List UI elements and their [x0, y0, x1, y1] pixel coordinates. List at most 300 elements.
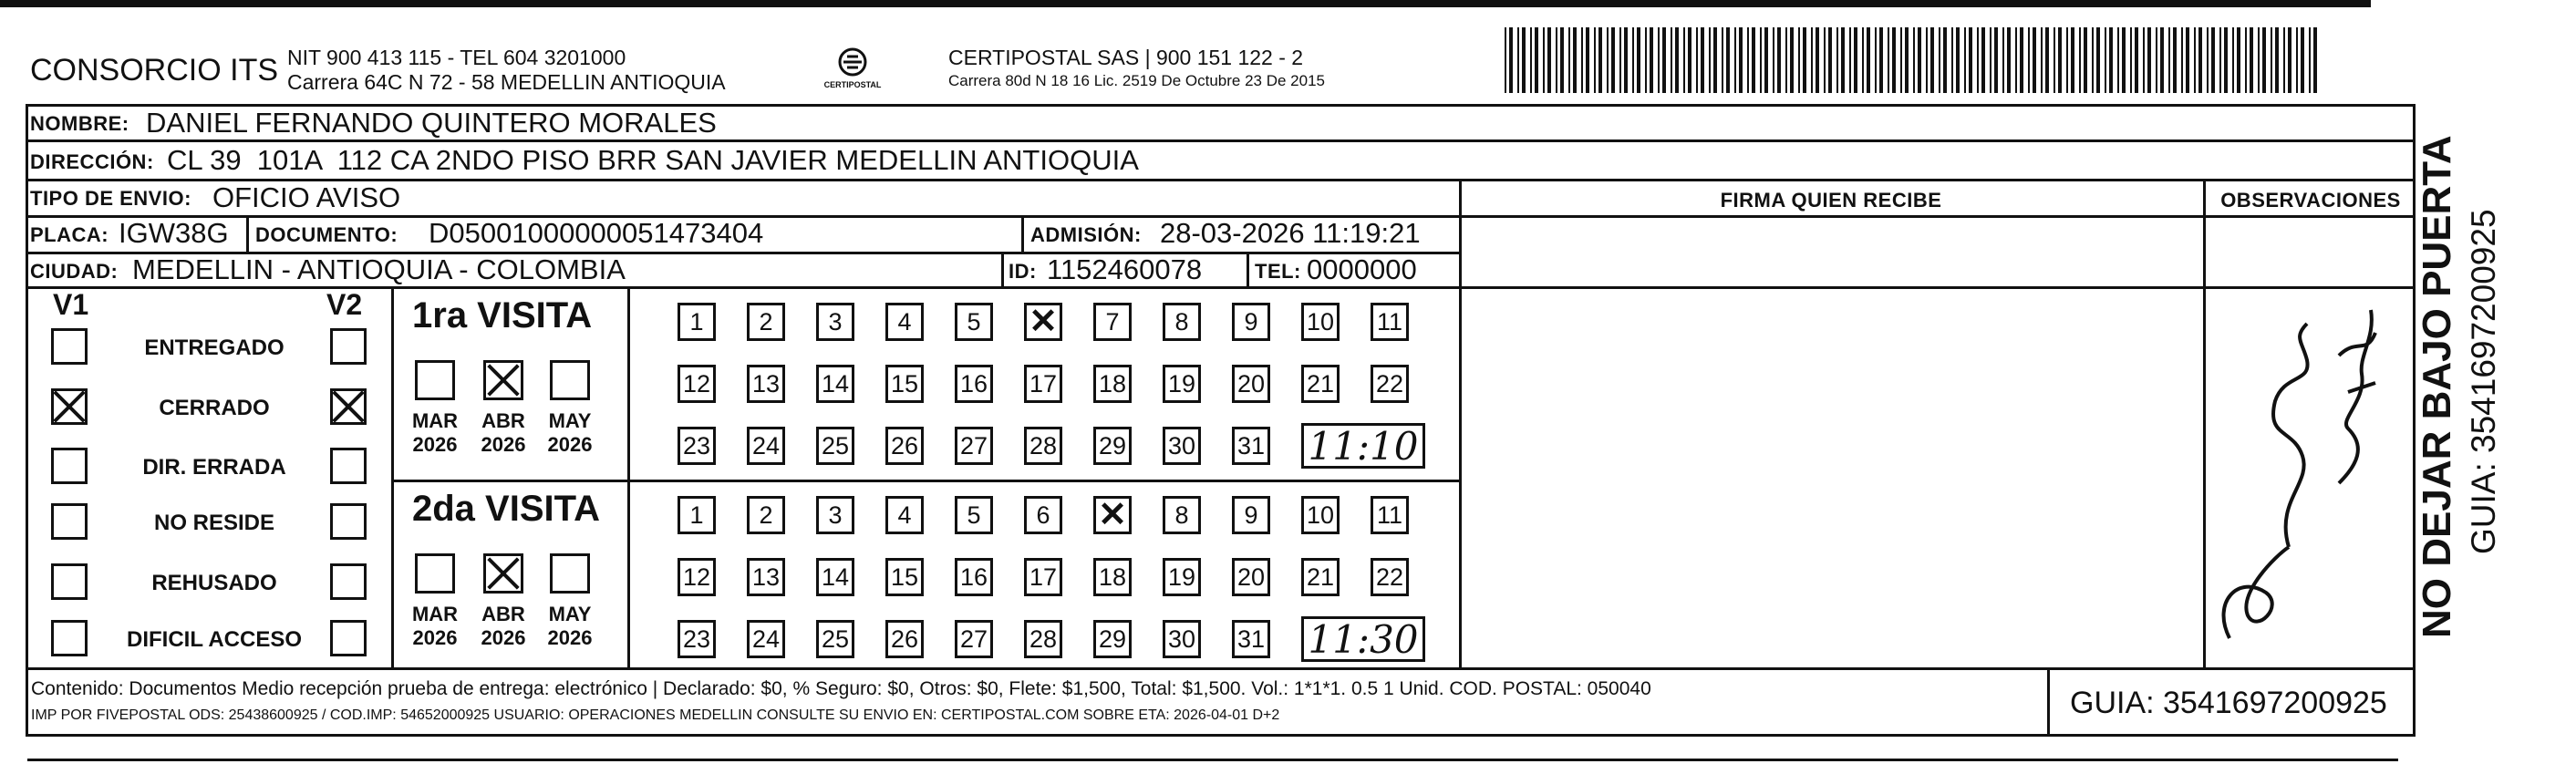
day-box[interactable] [1301, 558, 1340, 596]
barcode-bar [1522, 27, 1526, 93]
day-box[interactable] [885, 427, 924, 465]
day-box[interactable] [955, 558, 993, 596]
plate: IGW38G [119, 217, 229, 249]
barcode-bar [1969, 27, 1972, 93]
day-number: 24 [751, 432, 781, 459]
day-number: 27 [959, 625, 988, 653]
day-number: 14 [821, 563, 850, 591]
day-number: 7 [1105, 308, 1120, 336]
day-number: 23 [682, 432, 711, 459]
barcode-bar [2168, 27, 2170, 93]
barcode-bar [1747, 27, 1749, 93]
status-v2-checkbox[interactable] [330, 448, 367, 484]
day-box[interactable] [1301, 303, 1340, 341]
barcode-bar [2288, 27, 2292, 93]
day-number: 3 [828, 308, 843, 336]
day-number: 19 [1167, 370, 1196, 397]
company-address: Carrera 64C N 72 - 58 MEDELLIN ANTIOQUIA [287, 70, 726, 94]
barcode-bar [1752, 27, 1755, 93]
barcode-bar [1535, 27, 1538, 93]
day-number: 11 [1376, 501, 1403, 529]
day-number: 13 [751, 563, 781, 591]
day-number: 22 [1375, 563, 1404, 591]
day-number: 16 [959, 563, 988, 591]
day-box[interactable] [678, 427, 716, 465]
day-number: 9 [1244, 501, 1258, 529]
day-box[interactable] [816, 427, 854, 465]
plate-label: PLACA: [30, 223, 109, 246]
barcode-bar [1994, 27, 1998, 93]
v1-label: V1 [53, 288, 89, 321]
barcode-bar [1964, 27, 1966, 93]
col-line [1247, 252, 1249, 286]
recipient-name: DANIEL FERNANDO QUINTERO MORALES [146, 107, 717, 139]
barcode-bar [1586, 27, 1589, 93]
day-box[interactable] [678, 558, 716, 596]
day-box[interactable] [816, 558, 854, 596]
name-label: NOMBRE: [30, 112, 129, 135]
company-name: CONSORCIO ITS [30, 53, 279, 88]
barcode-bar [1816, 27, 1819, 93]
day-number: 1 [689, 501, 704, 529]
barcode-bar [2160, 27, 2164, 93]
day-box[interactable] [1024, 365, 1062, 403]
barcode-bar [2219, 27, 2221, 93]
day-number: 23 [682, 625, 711, 653]
barcode-bar [2283, 27, 2285, 93]
row-line [26, 286, 2416, 289]
barcode-bar [2250, 27, 2253, 93]
barcode-bar [1867, 27, 1870, 93]
barcode-bar [1530, 27, 1532, 93]
day-box[interactable] [1093, 620, 1132, 658]
barcode-bar [2301, 27, 2304, 93]
month-name: ABR [481, 603, 525, 625]
barcode-bar [1619, 27, 1621, 93]
barcode-bar [1594, 27, 1596, 93]
status-v1-checkbox[interactable] [51, 620, 88, 656]
col-line [2047, 667, 2050, 737]
barcode-bar [2045, 27, 2049, 93]
barcode-bar [1798, 27, 1800, 93]
day-number: 14 [821, 370, 850, 397]
status-v2-checkbox[interactable] [330, 503, 367, 540]
tel-label: TEL: [1255, 260, 1301, 283]
barcode-bar [1773, 27, 1774, 93]
month-year: 2026 [412, 433, 458, 456]
day-box[interactable] [885, 558, 924, 596]
day-box[interactable] [1024, 427, 1062, 465]
day-number: 20 [1236, 563, 1266, 591]
barcode-bar [1939, 27, 1940, 93]
day-number: 29 [1098, 625, 1127, 653]
barcode-bar [1892, 27, 1896, 93]
day-box[interactable] [955, 303, 993, 341]
barcode-bar [2079, 27, 2081, 93]
barcode-bar [1764, 27, 1768, 93]
barcode-bar [1790, 27, 1794, 93]
barcode [1505, 27, 2325, 93]
day-number: 17 [1029, 370, 1058, 397]
status-v2-checkbox[interactable] [330, 388, 367, 425]
barcode-bar [2313, 27, 2317, 93]
barcode-bar [1879, 27, 1883, 93]
barcode-bar [2275, 27, 2279, 93]
v2-label: V2 [326, 288, 363, 321]
day-box[interactable] [678, 303, 716, 341]
barcode-bar [2122, 27, 2126, 93]
carrier-address: Carrera 80d N 18 16 Lic. 2519 De Octubre 23 De 2015 [948, 72, 1325, 89]
barcode-bar [1568, 27, 1570, 93]
barcode-bar [1713, 27, 1717, 93]
day-box[interactable] [1232, 558, 1270, 596]
barcode-bar [2135, 27, 2138, 93]
month-name: MAY [548, 603, 592, 625]
barcode-bar [1888, 27, 1889, 93]
status-v2-checkbox[interactable] [330, 563, 367, 600]
barcode-bar [1824, 27, 1826, 93]
barcode-bar [1722, 27, 1723, 93]
day-number: 26 [890, 432, 919, 459]
col-line [246, 215, 249, 252]
day-number: 2 [759, 501, 773, 529]
day-number: 9 [1244, 308, 1258, 336]
tel: 0000000 [1307, 253, 1417, 285]
barcode-bar [2028, 27, 2030, 93]
day-number: 28 [1029, 432, 1058, 459]
day-box[interactable] [747, 427, 785, 465]
status-v1-checkbox[interactable] [51, 328, 88, 365]
barcode-bar [2224, 27, 2228, 93]
recipient-address: CL 39 101A 112 CA 2NDO PISO BRR SAN JAVIER MEDELLIN ANTIOQUIA [167, 144, 1139, 176]
barcode-bar [2237, 27, 2240, 93]
barcode-bar [1943, 27, 1947, 93]
day-number: 13 [751, 370, 781, 397]
day-box[interactable] [747, 558, 785, 596]
day-box[interactable] [816, 496, 854, 534]
barcode-bar [2015, 27, 2017, 93]
day-box[interactable] [747, 620, 785, 658]
day-number: 25 [821, 625, 850, 653]
barcode-bar [2211, 27, 2215, 93]
barcode-bar [1658, 27, 1660, 93]
row-line [26, 139, 2416, 142]
footer-guia: GUIA: 3541697200925 [2070, 686, 2387, 720]
day-number: 19 [1167, 563, 1196, 591]
day-number: 1 [689, 308, 704, 336]
barcode-bar [1734, 27, 1736, 93]
month-name: ABR [481, 409, 525, 432]
document-number: D05001000000051473404 [429, 217, 764, 249]
barcode-bar [1675, 27, 1679, 93]
day-number: 3 [828, 501, 843, 529]
day-box[interactable] [1024, 303, 1062, 341]
day-box[interactable] [1232, 496, 1270, 534]
day-box[interactable] [885, 620, 924, 658]
day-number: 10 [1306, 308, 1335, 336]
visit-divider [391, 480, 1459, 482]
barcode-bar [1951, 27, 1953, 93]
barcode-bar [1683, 27, 1685, 93]
barcode-bar [1956, 27, 1960, 93]
day-box[interactable] [1232, 303, 1270, 341]
col-line [1021, 215, 1024, 252]
day-box[interactable] [1024, 620, 1062, 658]
col-line [1459, 179, 1462, 667]
barcode-bar [1581, 27, 1583, 93]
day-box[interactable] [1163, 365, 1201, 403]
day-box[interactable] [678, 496, 716, 534]
day-box[interactable] [1371, 496, 1409, 534]
day-number: 20 [1236, 370, 1266, 397]
barcode-bar [2033, 27, 2036, 93]
day-box[interactable] [955, 496, 993, 534]
barcode-bar [1624, 27, 1628, 93]
barcode-bar [2245, 27, 2247, 93]
day-number: 17 [1029, 563, 1058, 591]
day-number: 4 [897, 501, 912, 529]
day-box[interactable] [885, 365, 924, 403]
status-v1-checkbox[interactable] [51, 503, 88, 540]
admission-date: 28-03-2026 11:19:21 [1160, 217, 1421, 249]
day-number: 11 [1376, 308, 1403, 336]
day-number: 18 [1098, 370, 1127, 397]
month-checkbox[interactable] [483, 553, 523, 594]
barcode-bar [2066, 27, 2068, 93]
barcode-bar [1803, 27, 1806, 93]
barcode-bar [1785, 27, 1787, 93]
day-number: 18 [1098, 563, 1127, 591]
day-box[interactable] [885, 496, 924, 534]
barcode-bar [2207, 27, 2209, 93]
day-box[interactable] [1371, 365, 1409, 403]
day-box[interactable] [1024, 496, 1062, 534]
barcode-bar [2002, 27, 2004, 93]
footer-line [26, 667, 2416, 670]
barcode-bar [2084, 27, 2087, 93]
day-box[interactable] [1371, 558, 1409, 596]
day-box[interactable] [747, 365, 785, 403]
barcode-bar [1777, 27, 1781, 93]
day-number: 8 [1174, 308, 1189, 336]
status-label: DIR. ERRADA [142, 455, 286, 480]
day-box[interactable] [678, 365, 716, 403]
barcode-bar [1560, 27, 1564, 93]
visit-time: 11:30 [1301, 616, 1425, 662]
barcode-bar [1543, 27, 1545, 93]
day-number: 16 [959, 370, 988, 397]
day-number: 30 [1167, 625, 1196, 653]
barcode-bar [2130, 27, 2132, 93]
handwritten-signature [2202, 274, 2412, 656]
day-box[interactable] [1232, 365, 1270, 403]
barcode-bar [1726, 27, 1730, 93]
day-number: 6 [1036, 501, 1050, 529]
day-number: 5 [967, 308, 981, 336]
status-v1-checkbox[interactable] [51, 563, 88, 600]
month-name: MAR [411, 409, 459, 432]
status-label: CERRADO [159, 396, 270, 420]
day-box[interactable] [1371, 303, 1409, 341]
day-box[interactable] [1093, 427, 1132, 465]
id-number: 1152460078 [1047, 253, 1203, 285]
day-number: 28 [1029, 625, 1058, 653]
day-number: 15 [890, 563, 919, 591]
day-box[interactable] [955, 427, 993, 465]
barcode-bar [2096, 27, 2100, 93]
day-box[interactable] [747, 303, 785, 341]
barcode-bar [1505, 27, 1506, 93]
day-box[interactable] [1163, 496, 1201, 534]
barcode-bar [2071, 27, 2074, 93]
month-checkbox[interactable] [550, 553, 590, 594]
day-number: 4 [897, 308, 912, 336]
day-box[interactable] [747, 496, 785, 534]
day-number: 12 [682, 370, 711, 397]
city-label: CIUDAD: [30, 260, 119, 283]
status-v1-checkbox[interactable] [51, 388, 88, 425]
barcode-bar [1836, 27, 1838, 93]
status-v2-checkbox[interactable] [330, 328, 367, 365]
barcode-bar [1854, 27, 1857, 93]
barcode-bar [2143, 27, 2145, 93]
day-number: 22 [1375, 370, 1404, 397]
barcode-bar [1556, 27, 1557, 93]
barcode-bar [1509, 27, 1513, 93]
barcode-bar [2173, 27, 2177, 93]
month-name: MAR [411, 603, 459, 625]
observations-header: OBSERVACIONES [2220, 189, 2401, 212]
barcode-bar [1598, 27, 1602, 93]
month-year: 2026 [481, 626, 526, 649]
day-box[interactable] [1163, 427, 1201, 465]
day-number: 15 [890, 370, 919, 397]
day-box[interactable] [1232, 620, 1270, 658]
barcode-bar [2258, 27, 2260, 93]
signature-header: FIRMA QUIEN RECIBE [1720, 189, 1942, 212]
barcode-bar [1671, 27, 1672, 93]
day-number: 31 [1236, 625, 1266, 653]
status-v1-checkbox[interactable] [51, 448, 88, 484]
month-year: 2026 [547, 626, 593, 649]
barcode-bar [1637, 27, 1640, 93]
barcode-bar [2156, 27, 2157, 93]
barcode-bar [1547, 27, 1551, 93]
day-box[interactable] [816, 620, 854, 658]
barcode-bar [2232, 27, 2234, 93]
id-label: ID: [1009, 260, 1037, 283]
barcode-bar [1977, 27, 1979, 93]
day-box[interactable] [1093, 558, 1132, 596]
barcode-bar [1607, 27, 1609, 93]
barcode-bar [1811, 27, 1813, 93]
barcode-bar [1918, 27, 1921, 93]
barcode-bar [2041, 27, 2043, 93]
day-box[interactable] [1024, 558, 1062, 596]
barcode-bar [1875, 27, 1877, 93]
status-label: REHUSADO [151, 571, 277, 595]
day-number: 31 [1236, 432, 1266, 459]
footer-imp: IMP POR FIVEPOSTAL ODS: 25438600925 / COD.IMP: 54652000925 USUARIO: OPERACIONES MEDELLIN CONSULTE SU ENVIO EN: CERTIPOSTAL.COM SOBRE ETA: 2026-04-01 D+2 [31, 707, 1280, 723]
day-number: 21 [1306, 370, 1335, 397]
city: MEDELLIN - ANTIOQUIA - COLOMBIA [132, 253, 626, 285]
day-box[interactable] [1301, 365, 1340, 403]
barcode-bar [1828, 27, 1832, 93]
barcode-bar [2262, 27, 2266, 93]
logo-caption: CERTIPOSTAL [823, 80, 882, 89]
barcode-bar [1760, 27, 1762, 93]
visit-time: 11:10 [1301, 423, 1425, 469]
day-box[interactable] [678, 620, 716, 658]
barcode-bar [1930, 27, 1934, 93]
month-checkbox[interactable] [415, 553, 455, 594]
barcode-bar [2109, 27, 2113, 93]
barcode-bar [2181, 27, 2183, 93]
day-box[interactable] [955, 620, 993, 658]
visit-title: 1ra VISITA [412, 295, 593, 336]
barcode-bar [1981, 27, 1985, 93]
month-checkbox[interactable] [550, 360, 590, 400]
barcode-bar [2058, 27, 2062, 93]
address-label: DIRECCIÓN: [30, 150, 154, 173]
status-label: ENTREGADO [144, 336, 284, 360]
day-number: 26 [890, 625, 919, 653]
status-label: NO RESIDE [153, 511, 275, 535]
day-box[interactable] [955, 365, 993, 403]
day-box[interactable] [1093, 365, 1132, 403]
barcode-bar [1905, 27, 1909, 93]
day-box[interactable] [1093, 303, 1132, 341]
day-box[interactable] [1163, 558, 1201, 596]
status-v2-checkbox[interactable] [330, 620, 367, 656]
barcode-bar [1611, 27, 1615, 93]
day-box[interactable] [1301, 496, 1340, 534]
day-box[interactable] [885, 303, 924, 341]
day-number: 12 [682, 563, 711, 591]
barcode-bar [1701, 27, 1704, 93]
day-number: 2 [759, 308, 773, 336]
day-number: 30 [1167, 432, 1196, 459]
barcode-bar [1650, 27, 1653, 93]
day-number: 27 [959, 432, 988, 459]
month-name: MAY [548, 409, 592, 432]
month-checkbox[interactable] [415, 360, 455, 400]
day-box[interactable] [816, 365, 854, 403]
day-box[interactable] [1093, 496, 1132, 534]
barcode-bar [1632, 27, 1634, 93]
day-number: 10 [1306, 501, 1335, 529]
barcode-bar [2271, 27, 2272, 93]
barcode-bar [2194, 27, 2196, 93]
barcode-bar [1900, 27, 1902, 93]
barcode-bar [2007, 27, 2011, 93]
admission-label: ADMISIÓN: [1030, 223, 1142, 246]
day-number: 25 [821, 432, 850, 459]
day-box[interactable] [1232, 427, 1270, 465]
barcode-bar [2296, 27, 2298, 93]
barcode-bar [2054, 27, 2055, 93]
day-box[interactable] [816, 303, 854, 341]
day-box[interactable] [1163, 620, 1201, 658]
visit-title: 2da VISITA [412, 489, 600, 529]
month-checkbox[interactable] [483, 360, 523, 400]
col-line [391, 286, 394, 667]
barcode-bar [1926, 27, 1928, 93]
day-box[interactable] [1163, 303, 1201, 341]
day-number: 8 [1174, 501, 1189, 529]
status-label: DIFICIL ACCESO [126, 627, 302, 652]
no-dejar-bajo-puerta: NO DEJAR BAJO PUERTA [2415, 135, 2459, 638]
